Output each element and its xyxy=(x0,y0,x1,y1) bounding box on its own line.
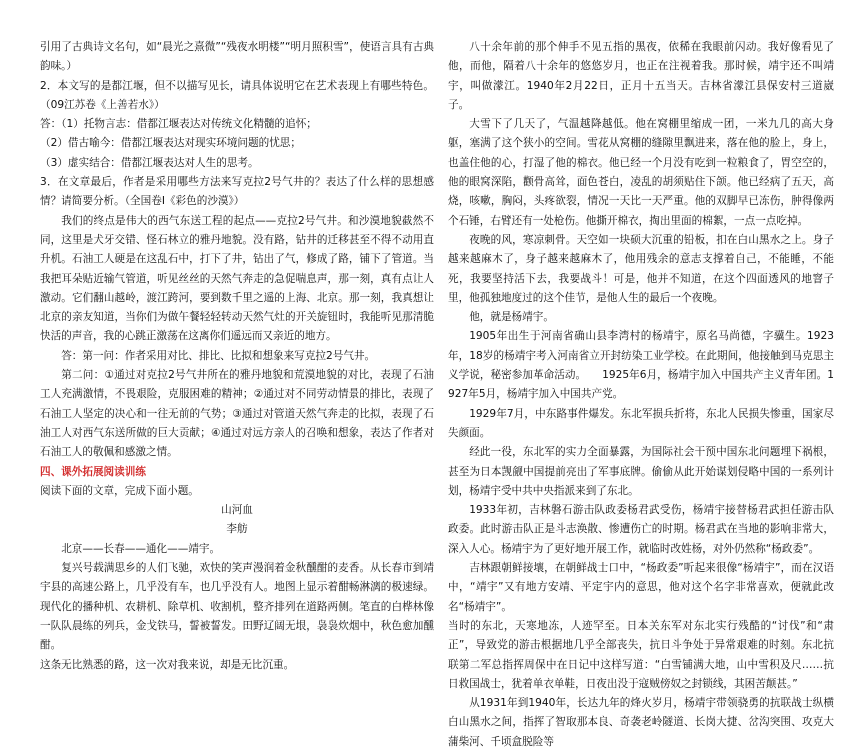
paragraph: 1905年出生于河南省确山县李湾村的杨靖宇，原名马尚德，字骥生。1923年，18岁的杨靖宇考入河南省立开封纺染工业学校。在此期间，他接触到马克思主义学说，秘密参加革命活动。 1925年6月，杨靖宇加入中国共产主义青年团。1927年5月，杨靖宇加入中国共产党。 xyxy=(448,330,834,401)
paragraph: 八十余年前的那个伸手不见五指的黑夜，依稀在我眼前闪动。我好像看见了他，而他，隔着八十余年的悠悠岁月，也正在注视着我。那时候，靖宇还不叫靖宇，叫做濛江。1940年2月22日，正月十五当天。吉林省濛江县保安村三道崴子。 xyxy=(448,41,834,111)
paragraph: 复兴号载满思乡的人们飞驰，欢快的笑声漫润着金秋醺酣的麦香。从长春市到靖宇县的高速公路上，几乎没有车，也几乎没有人。地图上显示着酣畅淋漓的极速绿。现代化的播种机、农耕机、除草机、收割机，整齐排列在道路两侧。笔直的白桦林像一队队晨练的列兵，金戈铁马，誓被誓发。田野辽阔无垠，袅袅炊烟中，秋色愈加醺酣。 xyxy=(40,562,434,652)
paragraph: 1929年7月，中东路事件爆发。东北军损兵折将，东北人民损失惨重，国家尽失颜面。 xyxy=(448,407,834,439)
paragraph: 夜晚的风，寒凉刺骨。天空如一块硕大沉重的铅板，扣在白山黑水之上。身子越来越麻木了，身子越来越麻木了，他用残余的意志支撑着自己，不能睡，不能死，我要坚持活下去，我要战斗！可是，他并不知道，在这个四面透风的地窨子里，他孤独地度过的这个佳节，是他人生的最后一个夜晚。 xyxy=(448,233,834,304)
paragraph: 大雪下了几天了，气温越降越低。他在窝棚里缩成一团，一米九几的高大身躯，塞满了这个狭小的空间。雪花从窝棚的缝隙里飘进来，落在他的脸上，身上，也盖住他的心，打湿了他的棉衣。他已经一个月没有吃到一粒粮食了，胃空空的，他的眼窝深陷，颧骨高耸，面色苍白，凌乱的胡须贴住下颌。他已经病了五天，高烧，咳嗽，胸闷，头疼欲裂，情况一天比一天严重。他的双脚早已冻伤，肿得像两个石锤，右臂还有一处枪伤。他撕开棉衣，掏出里面的棉絮，一点一点吃掉。 xyxy=(448,118,834,227)
paragraph: 当时的东北，天寒地冻，人迹罕至。日本关东军对东北实行残酷的“讨伐”和“肃正”，导致党的游击根据地几乎全部丧失，抗日斗争处于异常艰难的时刻。东北抗联第二军总指挥周保中在日记中这样写道：“白雪铺满大地，山中雪积及尺……抗日救国战士，犹着单衣单鞋，日夜出没于寇贼傍奴之封锁线，其困苦颠甚。” xyxy=(448,619,834,690)
answer-line: （3）虚实结合：借都江堰表达对人生的思考。 xyxy=(40,156,259,169)
answer-line: （2）借古喻今：借都江堰表达对现实环境问题的忧思； xyxy=(40,137,301,150)
article-author: 李舫 xyxy=(226,523,248,536)
paragraph: 经此一役，东北军的实力全面暴露，为国际社会干预中国东北问题埋下祸根，甚至为日本觊觎中国提前亮出了军事底牌。偷偷从此开始谋划侵略中国的一系列计划，杨靖宇受中共中央指派来到了东北。 xyxy=(448,446,834,497)
quoted-passage: 我们的终点是伟大的西气东送工程的起点——克拉2号气井。和沙漠地貌截然不同，这里是犬牙交错、怪石林立的雅丹地貌。没有路，钻井的迁移甚至不得不动用直升机。石油工人硬是在这乱石中，打下了井，钻出了气，修成了路，铺下了管道。当我把耳朵贴近输气管道，听见丝丝的天然气奔走的急促喘息声，那一刻，真有点让人激动。它们翻山越岭，渡江跨河，要到数千里之遥的上海、北京。那一刻，我真想让北京的亲友知道，当你们为做午餐轻轻转动天然气灶的开关旋钮时，我能听见那清脆快活的声音，我的心跳正激荡在这离你们遥远而又亲近的地方。 xyxy=(40,214,434,343)
paragraph: 1933年初，吉林磐石游击队政委杨君武受伤，杨靖宇接替杨君武担任游击队政委。此时游击队正是斗志涣散、惨遭伤亡的时期。杨君武在当地的影响非常大，深入人心。杨靖宇为了更好地开展工作，就临时改姓杨，对外仍然称“杨政委”。 xyxy=(448,504,834,555)
instruction-line: 阅读下面的文章，完成下面小题。 xyxy=(40,484,199,497)
left-column xyxy=(40,38,434,675)
answer-line: 答：第一问：作者采用对比、排比、比拟和想象来写克拉2号气井。 xyxy=(61,349,376,362)
article-title: 山河血 xyxy=(221,504,253,517)
paragraph: 他，就是杨靖宇。 xyxy=(469,311,554,324)
question-3: 3．在文章最后，作者是采用哪些方法来写克拉2号气井的？表达了什么样的思想感情？请简要分析。（全国卷Ⅰ《彩色的沙漠》） xyxy=(40,176,434,208)
question-2: 2．本文写的是都江堰，但不以描写见长，请具体说明它在艺术表现上有哪些特色。（09江苏卷《上善若水》） xyxy=(40,79,434,111)
paragraph: 引用了古典诗文名句，如“晨光之熹微”“残夜水明楼”“明月照积雪”，使语言具有古典韵味。） xyxy=(40,41,434,73)
paragraph: 吉林跟朝鲜接壤，在朝鲜战士口中，“杨政委”听起来很像“杨靖宇”，而在汉语中，“靖宇”又有地方安靖、平定宇内的意思，他对这个名字非常喜欢，便就此改名“杨靖宇”。 xyxy=(448,562,834,613)
right-column xyxy=(448,38,834,752)
paragraph: 这条无比熟悉的路，这一次对我来说，却是无比沉重。 xyxy=(40,658,295,671)
paragraph: 北京——长春——通化——靖宇。 xyxy=(61,542,221,555)
paragraph: 从1931年到1940年，长达九年的烽火岁月，杨靖宇带领骁勇的抗联战士纵横白山黑水之间，指挥了智取那本良、奇袭老岭隧道、长岗大捷、岔沟突围、攻克大蒲柴河、千顷盒脱险等 xyxy=(448,697,834,748)
section-heading: 四、课外拓展阅读训练 xyxy=(40,465,146,478)
answer-line: 答：（1）托物言志：借都江堰表达对传统文化精髓的追怀； xyxy=(40,118,317,131)
answer-line: 第二问：①通过对克拉2号气井所在的雅丹地貌和荒漠地貌的对比，表现了石油工人充满激情，不畏艰险，克服困难的精神；②通过对不同劳动情景的排比，表现了石油工人坚定的决心和一往无前的气势；③通过对管道天然气奔走的比拟，表现了石油工人对西气东送所做的巨大贡献；④通过对远方亲人的召唤和想象，表达了作者对石油工人的敬佩和感激之情。 xyxy=(40,369,434,459)
